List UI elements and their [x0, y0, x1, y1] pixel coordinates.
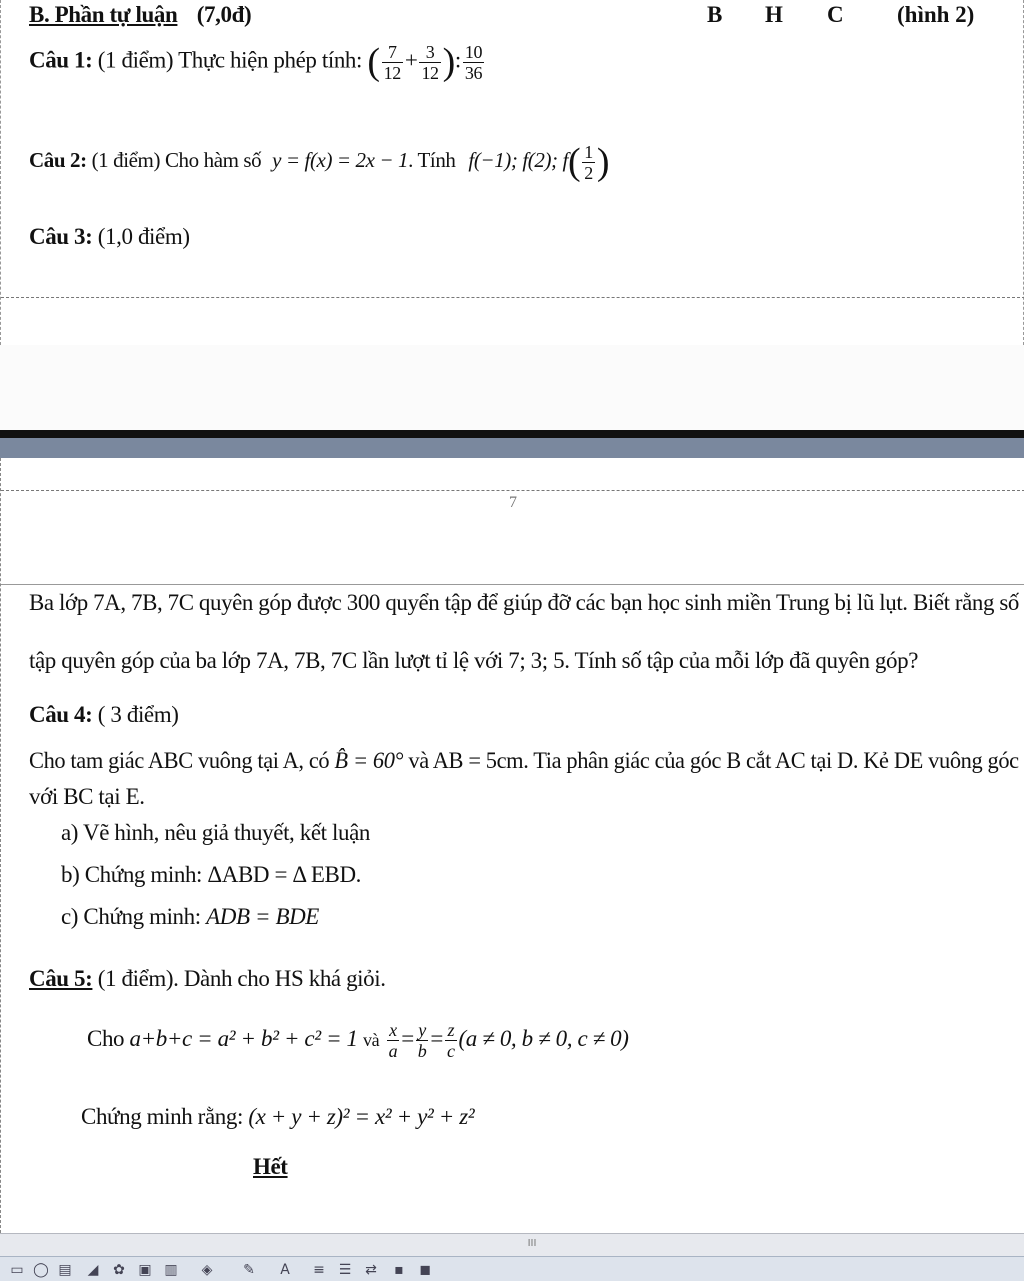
fraction-y-b: $\frac{y}{b}$: [417, 1020, 427, 1061]
question-3-points: (1,0 điểm): [97, 224, 190, 249]
page-break-bar: [0, 438, 1024, 458]
figure-letter-b: B: [707, 2, 723, 27]
clipart-icon[interactable]: ▣: [138, 1262, 152, 1278]
question-3-heading: [29, 224, 190, 250]
document-page-1: [0, 0, 1024, 345]
line-style-icon[interactable]: ≡: [313, 1262, 325, 1278]
question-5-prove-prefix: Chứng minh rằng:: [81, 1104, 243, 1129]
question-5-given: Cho a+b+c = a² + b² + c² = 1 và $\frac{x}{a}$ = $\frac{y}{b}$ = $\frac{z}{c}$ (a ≠ 0, b ≠ 0, c ≠ 0): [87, 1020, 629, 1061]
question-4-part-b: b) Chứng minh: ΔABD = Δ EBD.: [61, 862, 362, 887]
document-page-2: [0, 458, 1024, 1233]
wordart-icon[interactable]: ◢: [87, 1262, 99, 1278]
question-1-text: (1 điểm) Thực hiện phép tính:: [97, 47, 363, 73]
horizontal-scrollbar[interactable]: [0, 1233, 1024, 1256]
question-4-part-c: [61, 904, 319, 930]
end-label: Hết: [253, 1154, 288, 1179]
question-2: Câu 2: (1 điểm) Cho hàm số y = f(x) = 2x − 1. Tính f(−1); f(2); f( $\frac{1}{2}$ ): [29, 141, 610, 183]
arrow-style-icon[interactable]: ⇄: [365, 1262, 377, 1278]
question-5-prove-equation: (x + y + z)² = x² + y² + z²: [248, 1104, 475, 1129]
diagram-icon[interactable]: ✿: [113, 1262, 125, 1278]
figure-letter-c: C: [827, 2, 844, 27]
angle-equality: ADB = BDE: [206, 904, 319, 929]
question-4-label: Câu 4:: [29, 702, 93, 727]
oval-icon[interactable]: ◯: [33, 1262, 49, 1278]
question-5-given-prefix: Cho: [87, 1025, 125, 1051]
section-title-text: B. Phần tự luận: [29, 2, 178, 27]
question-3-line-1: Ba lớp 7A, 7B, 7C quyên góp được 300 quyển tập để giúp đỡ các bạn học sinh miền Trung bị lũ lụt. Biết rằng số: [29, 590, 1020, 615]
question-1-label: Câu 1:: [29, 47, 93, 73]
fraction-x-a: $\frac{x}{a}$: [388, 1020, 398, 1061]
question-4-line-1b: và AB = 5cm. Tia phân giác của góc B cắt AC tại D. Kẻ DE vuông góc: [408, 748, 1019, 773]
question-5-and: và: [363, 1029, 380, 1050]
fraction-10-36: $\frac{10}{36}$: [464, 41, 483, 83]
font-color-icon[interactable]: A: [280, 1262, 290, 1278]
question-4-part-a: a) Vẽ hình, nêu giả thuyết, kết luận: [61, 820, 371, 845]
picture-icon[interactable]: ▥: [164, 1262, 178, 1278]
question-2-function: y = f(x) = 2x − 1: [272, 147, 409, 172]
question-3-label: Câu 3:: [29, 224, 93, 249]
page-gap: [0, 345, 1024, 430]
question-1: Câu 1: (1 điểm) Thực hiện phép tính: ( $\frac{7}{12}$ + $\frac{3}{12}$ ): $\frac{10}{36}$: [29, 41, 483, 83]
question-5-prove: [81, 1104, 474, 1130]
question-5-label: Câu 5:: [29, 966, 93, 991]
question-4-heading: [29, 702, 179, 728]
drawing-toolbar: [0, 1256, 1024, 1281]
rectangle-icon[interactable]: ▭: [10, 1262, 24, 1278]
figure-label: (hình 2): [897, 2, 975, 27]
line-color-icon[interactable]: ✎: [243, 1262, 255, 1278]
question-4-part-c-label: c) Chứng minh:: [61, 904, 201, 929]
page-break-dark: [0, 430, 1024, 438]
header-separator: [1, 584, 1024, 585]
question-4-line-2: với BC tại E.: [29, 784, 145, 809]
angle-b-value: B̂ = 60°: [334, 748, 404, 773]
page-number: 7: [509, 494, 517, 511]
question-4-line-1: [29, 748, 1019, 774]
question-2-text: (1 điểm) Cho hàm số: [91, 147, 262, 172]
textbox-icon[interactable]: ▤: [58, 1262, 72, 1278]
question-4-points: ( 3 điểm): [97, 702, 179, 727]
figure-letter-h: H: [765, 2, 783, 27]
shadow-icon[interactable]: ▪: [394, 1262, 404, 1278]
question-2-values: f(−1); f(2); f: [468, 147, 568, 172]
question-4-line-1a: Cho tam giác ABC vuông tại A, có: [29, 748, 330, 773]
page-bottom-margin-line: [1, 297, 1024, 298]
question-5-heading: [29, 966, 386, 992]
question-5-points: (1 điểm). Dành cho HS khá giỏi.: [97, 966, 386, 991]
3d-icon[interactable]: ◼: [419, 1262, 431, 1278]
paint-bucket-icon[interactable]: ◈: [201, 1262, 213, 1278]
question-3-line-2: tập quyên góp của ba lớp 7A, 7B, 7C lần lượt tỉ lệ với 7; 3; 5. Tính số tập của mỗi lớp đã quyên góp?: [29, 648, 919, 673]
section-points: (7,0đ): [196, 2, 252, 27]
page-top-margin-line: [1, 490, 1024, 491]
fraction-1-2: $\frac{1}{2}$: [584, 141, 593, 183]
fraction-3-12: $\frac{3}{12}$: [421, 41, 439, 83]
question-2-compute: . Tính: [408, 147, 456, 172]
dash-style-icon[interactable]: ☰: [338, 1262, 352, 1278]
question-5-condition: (a ≠ 0, b ≠ 0, c ≠ 0): [458, 1025, 629, 1051]
question-2-label: Câu 2:: [29, 147, 87, 172]
question-5-given-equation: a+b+c = a² + b² + c² = 1: [129, 1025, 358, 1051]
section-title: [29, 2, 251, 28]
fraction-7-12: $\frac{7}{12}$: [383, 41, 401, 83]
scrollbar-grip[interactable]: III: [527, 1238, 537, 1249]
fraction-z-c: $\frac{z}{c}$: [446, 1020, 455, 1061]
